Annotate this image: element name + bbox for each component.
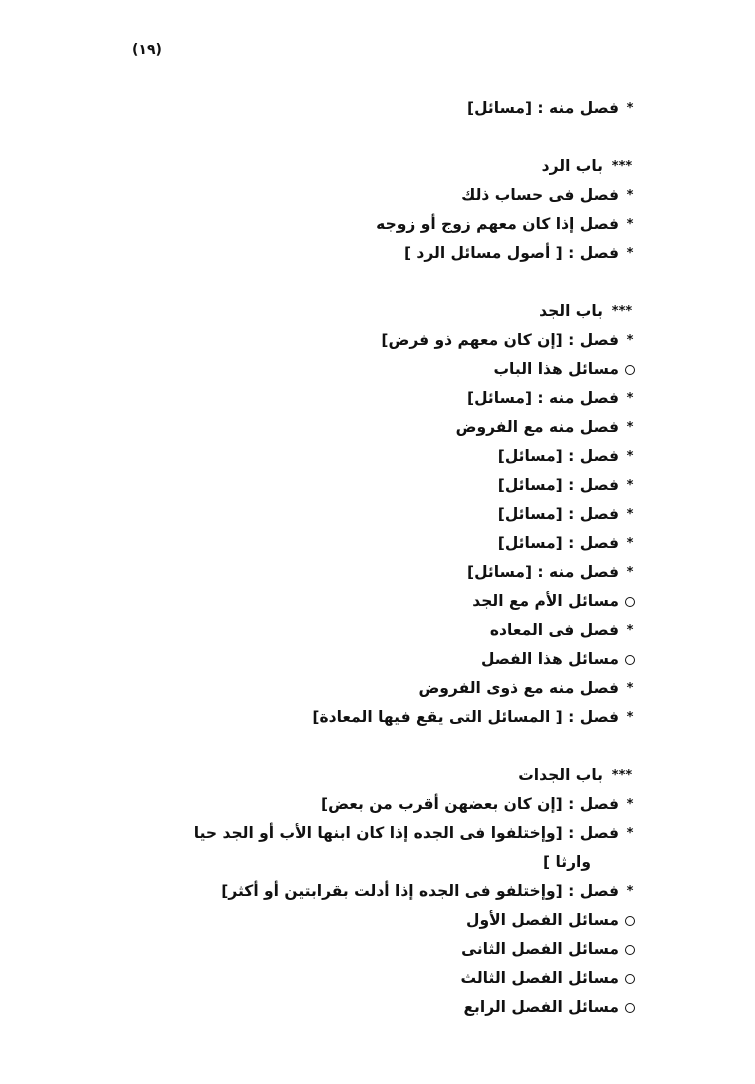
- section-entry: [117, 471, 637, 500]
- asterisk-icon: *: [626, 884, 634, 899]
- section-entry: [117, 239, 637, 268]
- asterisk-icon: *: [626, 101, 634, 116]
- page-number: (١٩): [132, 42, 162, 58]
- chapter-heading: [117, 152, 637, 181]
- triple-asterisk-icon: ***: [611, 768, 633, 783]
- asterisk-icon: *: [626, 507, 634, 522]
- circle-bullet-icon: [625, 655, 635, 665]
- entry-text: فصل : [مسائل]: [497, 476, 619, 494]
- issues-entry: [117, 587, 637, 616]
- circle-bullet-icon: [625, 945, 635, 955]
- entry-text: فصل : [وإختلفو فى الجده إذا أدلت بقرابتين أو أكثر]: [221, 882, 619, 900]
- entry-text: فصل منه : [مسائل]: [467, 389, 619, 407]
- section-entry: [117, 210, 637, 239]
- blank-line: [117, 268, 637, 297]
- section-entry: [117, 819, 637, 848]
- asterisk-icon: *: [626, 478, 634, 493]
- issues-entry: [117, 993, 637, 1022]
- asterisk-icon: *: [626, 681, 634, 696]
- entry-text: فصل : [إن كان معهم ذو فرض]: [381, 331, 619, 349]
- asterisk-icon: *: [626, 536, 634, 551]
- section-entry: [117, 558, 637, 587]
- entry-text: باب الجد: [539, 302, 603, 320]
- entry-text: مسائل الفصل الرابع: [463, 998, 619, 1016]
- entry-text: مسائل الفصل الأول: [466, 911, 619, 929]
- issues-entry: [117, 355, 637, 384]
- circle-bullet-icon: [625, 974, 635, 984]
- circle-bullet-icon: [625, 365, 635, 375]
- asterisk-icon: *: [626, 217, 634, 232]
- blank-line: [117, 732, 637, 761]
- issues-entry: [117, 906, 637, 935]
- entry-text: فصل منه : [مسائل]: [467, 563, 619, 581]
- section-entry: [117, 674, 637, 703]
- section-entry: [117, 790, 637, 819]
- asterisk-icon: *: [626, 333, 634, 348]
- entry-text: فصل منه مع ذوى الفروض: [418, 679, 619, 697]
- entry-text: باب الرد: [541, 157, 603, 175]
- entry-text: مسائل الفصل الثالث: [460, 969, 619, 987]
- entry-text: فصل : [إن كان بعضهن أقرب من بعض]: [321, 795, 619, 813]
- issues-entry: [117, 935, 637, 964]
- triple-asterisk-icon: ***: [611, 304, 633, 319]
- entry-text: وارثا ]: [543, 853, 591, 871]
- asterisk-icon: *: [626, 623, 634, 638]
- section-entry: [117, 94, 637, 123]
- asterisk-icon: *: [626, 420, 634, 435]
- entry-text: فصل فى المعاده: [489, 621, 619, 639]
- circle-bullet-icon: [625, 916, 635, 926]
- section-entry: [117, 442, 637, 471]
- entry-text: فصل : [مسائل]: [497, 534, 619, 552]
- section-entry: [117, 500, 637, 529]
- entry-text: فصل منه مع الفروض: [455, 418, 619, 436]
- entry-text: مسائل الأم مع الجد: [472, 592, 619, 610]
- entry-text: مسائل الفصل الثانى: [461, 940, 619, 958]
- asterisk-icon: *: [626, 565, 634, 580]
- entry-text: فصل إذا كان معهم زوج أو زوجه: [376, 215, 619, 233]
- entry-text: فصل : [مسائل]: [497, 505, 619, 523]
- entry-text: فصل : [ المسائل التى يقع فيها المعادة]: [312, 708, 619, 726]
- entry-text: باب الجدات: [518, 766, 603, 784]
- entry-text: فصل : [وإختلفوا فى الجده إذا كان ابنها الأب أو الجد حيا: [193, 824, 619, 842]
- triple-asterisk-icon: ***: [611, 159, 633, 174]
- section-entry: [117, 413, 637, 442]
- entry-continuation: [117, 848, 637, 877]
- asterisk-icon: *: [626, 391, 634, 406]
- section-entry: [117, 181, 637, 210]
- entry-text: مسائل هذا الباب: [493, 360, 619, 378]
- section-entry: [117, 326, 637, 355]
- issues-entry: [117, 964, 637, 993]
- asterisk-icon: *: [626, 188, 634, 203]
- section-entry: [117, 877, 637, 906]
- section-entry: [117, 616, 637, 645]
- section-entry: [117, 703, 637, 732]
- asterisk-icon: *: [626, 797, 634, 812]
- asterisk-icon: *: [626, 826, 634, 841]
- section-entry: [117, 529, 637, 558]
- chapter-heading: [117, 297, 637, 326]
- asterisk-icon: *: [626, 449, 634, 464]
- entry-text: فصل فى حساب ذلك: [461, 186, 619, 204]
- asterisk-icon: *: [626, 710, 634, 725]
- section-entry: [117, 384, 637, 413]
- asterisk-icon: *: [626, 246, 634, 261]
- entry-text: فصل : [ أصول مسائل الرد ]: [403, 244, 619, 262]
- table-of-contents: [117, 94, 637, 1022]
- chapter-heading: [117, 761, 637, 790]
- circle-bullet-icon: [625, 1003, 635, 1013]
- entry-text: فصل : [مسائل]: [497, 447, 619, 465]
- entry-text: مسائل هذا الفصل: [480, 650, 619, 668]
- entry-text: فصل منه : [مسائل]: [467, 99, 619, 117]
- circle-bullet-icon: [625, 597, 635, 607]
- blank-line: [117, 123, 637, 152]
- issues-entry: [117, 645, 637, 674]
